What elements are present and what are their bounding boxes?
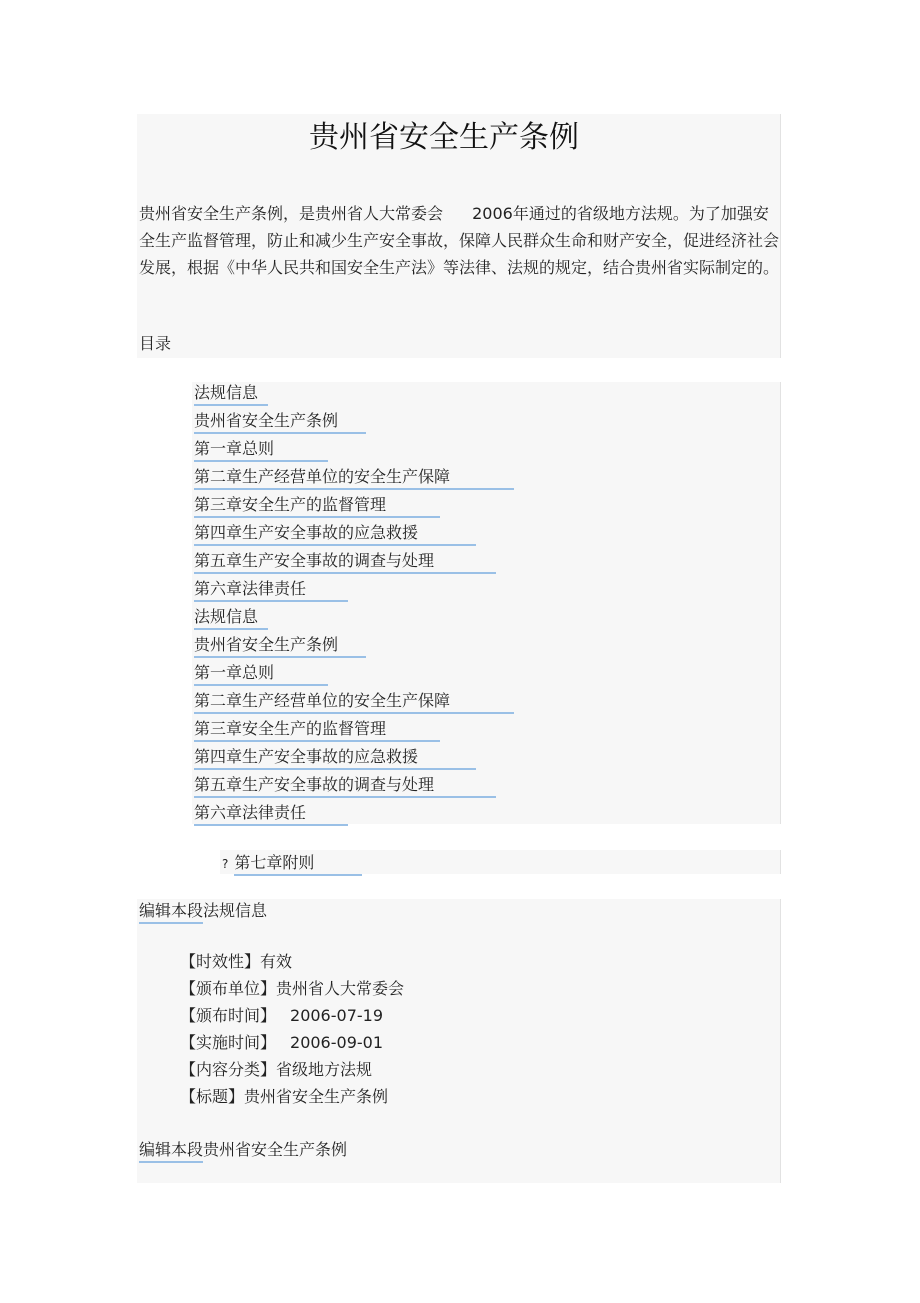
edit-section-link[interactable]: 编辑本段 (139, 900, 203, 924)
info-row (180, 976, 404, 1003)
toc-link[interactable]: 第二章生产经营单位的安全生产保障 (194, 466, 514, 490)
toc-item (194, 689, 514, 717)
info-key: 【标题】 (180, 1087, 245, 1106)
toc-link[interactable]: 贵州省安全生产条例 (194, 410, 366, 434)
section-heading-regulation (139, 1139, 347, 1163)
info-key: 【时效性】 (180, 952, 261, 971)
toc-link[interactable]: 第五章生产安全事故的调查与处理 (194, 550, 496, 574)
toc-link[interactable]: 第四章生产安全事故的应急救援 (194, 522, 476, 546)
info-row (180, 1003, 404, 1030)
info-row (180, 1084, 404, 1111)
toc-list (194, 381, 514, 829)
toc-item (194, 801, 514, 829)
toc-heading: 目录 (139, 334, 172, 353)
section-title: 贵州省安全生产条例 (203, 1140, 348, 1159)
info-value: 有效 (260, 952, 293, 971)
toc-link[interactable]: 第五章生产安全事故的调查与处理 (194, 774, 496, 798)
toc-item (194, 661, 514, 689)
info-key: 【颁布时间】 (180, 1006, 277, 1025)
info-row (180, 1057, 404, 1084)
intro-text-1: 贵州省安全生产条例，是贵州省人大常委会 (139, 204, 444, 223)
toc-link[interactable]: 法规信息 (194, 382, 268, 406)
edit-section-link[interactable]: 编辑本段 (139, 1139, 203, 1163)
toc-link[interactable]: 第四章生产安全事故的应急救援 (194, 746, 476, 770)
toc-item (194, 409, 514, 437)
toc-item (194, 437, 514, 465)
toc-extra-item (222, 852, 362, 876)
section-title: 法规信息 (203, 901, 268, 920)
toc-link[interactable]: 第三章安全生产的监督管理 (194, 718, 440, 742)
toc-link[interactable]: 第一章总则 (194, 662, 328, 686)
toc-item (194, 773, 514, 801)
info-row (180, 949, 404, 976)
info-key: 【颁布单位】 (180, 979, 277, 998)
toc-item (194, 717, 514, 745)
intro-paragraph (139, 200, 779, 281)
toc-link[interactable]: 第六章法律责任 (194, 802, 348, 826)
page-title: 贵州省安全生产条例 (309, 120, 579, 155)
toc-link[interactable]: 第六章法律责任 (194, 578, 348, 602)
info-value: 2006-09-01 (290, 1033, 383, 1052)
section-heading-law-info (139, 900, 267, 924)
toc-item (194, 633, 514, 661)
toc-link[interactable]: 第三章安全生产的监督管理 (194, 494, 440, 518)
info-value: 2006-07-19 (290, 1006, 383, 1025)
toc-item (194, 577, 514, 605)
toc-item (194, 521, 514, 549)
intro-text-2: 年通过的省级地方法规。为了加强安全生产监督管理，防止和减少生产安全事故，保障人民群众生命和财产安全，促进经济社会发展，根据《中华人民共和国安全生产法》等法律、法规的规定，结合贵州省实际制定的。 (139, 204, 780, 277)
toc-item (194, 745, 514, 773)
toc-item (194, 549, 514, 577)
toc-extra-marker: ? (222, 857, 229, 871)
info-key: 【实施时间】 (180, 1033, 277, 1052)
toc-link[interactable]: 第一章总则 (194, 438, 328, 462)
law-info-list (180, 949, 404, 1111)
toc-link[interactable]: 贵州省安全生产条例 (194, 634, 366, 658)
toc-link[interactable]: 法规信息 (194, 606, 268, 630)
toc-extra-link[interactable]: 第七章附则 (234, 852, 362, 876)
toc-link[interactable]: 第二章生产经营单位的安全生产保障 (194, 690, 514, 714)
info-value: 贵州省安全生产条例 (244, 1087, 389, 1106)
info-row (180, 1030, 404, 1057)
info-value: 省级地方法规 (276, 1060, 373, 1079)
info-value: 贵州省人大常委会 (276, 979, 405, 998)
toc-item (194, 465, 514, 493)
toc-item (194, 493, 514, 521)
toc-item (194, 605, 514, 633)
intro-year: 2006 (472, 204, 513, 223)
info-key: 【内容分类】 (180, 1060, 277, 1079)
toc-item (194, 381, 514, 409)
